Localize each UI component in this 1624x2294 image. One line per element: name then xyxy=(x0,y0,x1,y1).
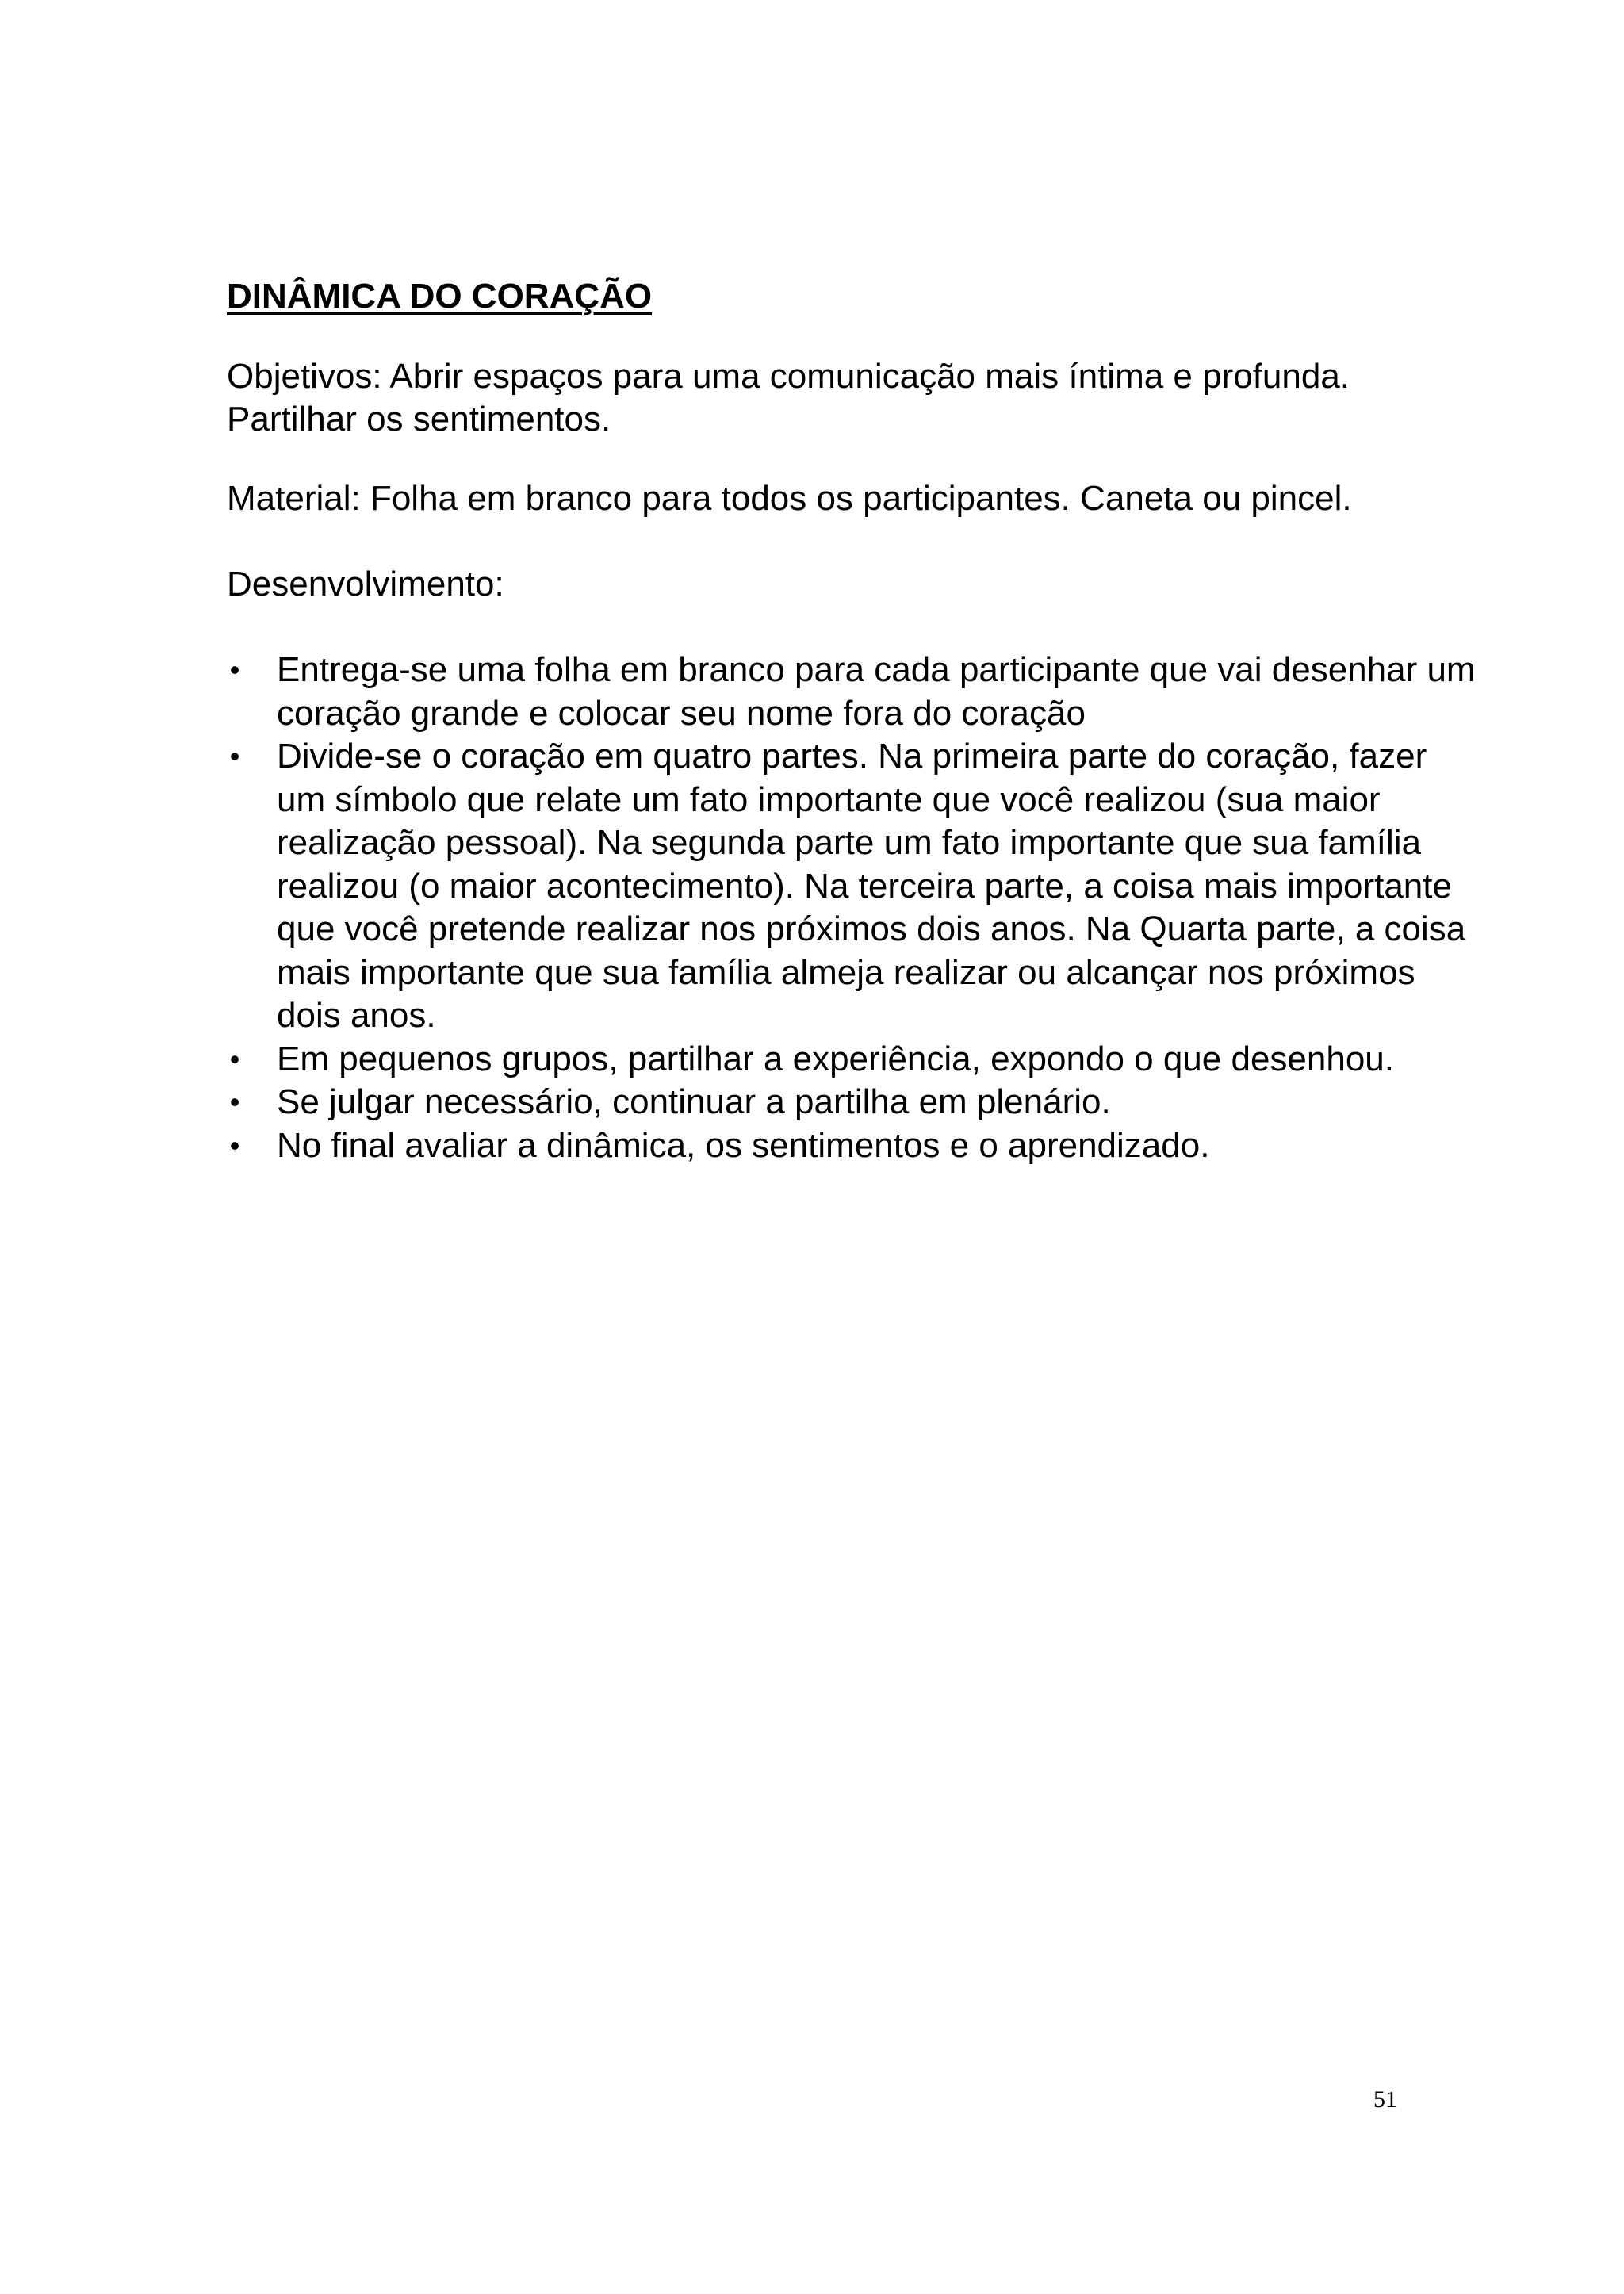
bullet-icon: • xyxy=(229,740,240,772)
list-item xyxy=(227,1124,1482,1168)
list-item xyxy=(227,649,1482,735)
list-item-text: Em pequenos grupos, partilhar a experiência, expondo o que desenhou. xyxy=(277,1039,1394,1078)
list-item xyxy=(227,735,1482,1038)
list-item xyxy=(227,1038,1482,1082)
document-body xyxy=(227,274,1476,1167)
bullet-icon: • xyxy=(229,653,240,686)
page-number: 51 xyxy=(1373,2086,1397,2112)
list-item-text: No final avaliar a dinâmica, os sentimentos e o aprendizado. xyxy=(277,1125,1210,1165)
bullet-icon: • xyxy=(229,1128,240,1162)
document-title: DINÂMICA DO CORAÇÃO xyxy=(227,277,653,316)
bullet-icon: • xyxy=(229,1042,240,1075)
list-item-text: Divide-se o coração em quatro partes. Na primeira parte do coração, fazer um símbolo que relate um fato importante que você realizou (sua maior realização pessoal). Na segunda parte um fato importante que sua família realizou (o maior acontecimento). Na terceira parte, a coisa mais importante que você pretende realizar nos próximos dois anos. Na Quarta parte, a coisa mais importante que sua família almeja realizar ou alcançar nos próximos dois anos. xyxy=(277,737,1466,1035)
list-item-text: Entrega-se uma folha em branco para cada participante que vai desenhar um coração grande e colocar seu nome fora do coração xyxy=(277,650,1476,733)
list-item-text: Se julgar necessário, continuar a partilha em plenário. xyxy=(277,1082,1111,1121)
development-steps-list xyxy=(227,649,1476,1167)
list-item xyxy=(227,1081,1482,1124)
objectives-paragraph: Objetivos: Abrir espaços para uma comunicação mais íntima e profunda. Partilhar os sentimentos. xyxy=(227,357,1350,439)
bullet-icon: • xyxy=(229,1086,240,1118)
development-label: Desenvolvimento: xyxy=(227,565,504,603)
material-paragraph: Material: Folha em branco para todos os participantes. Caneta ou pincel. xyxy=(227,479,1352,518)
